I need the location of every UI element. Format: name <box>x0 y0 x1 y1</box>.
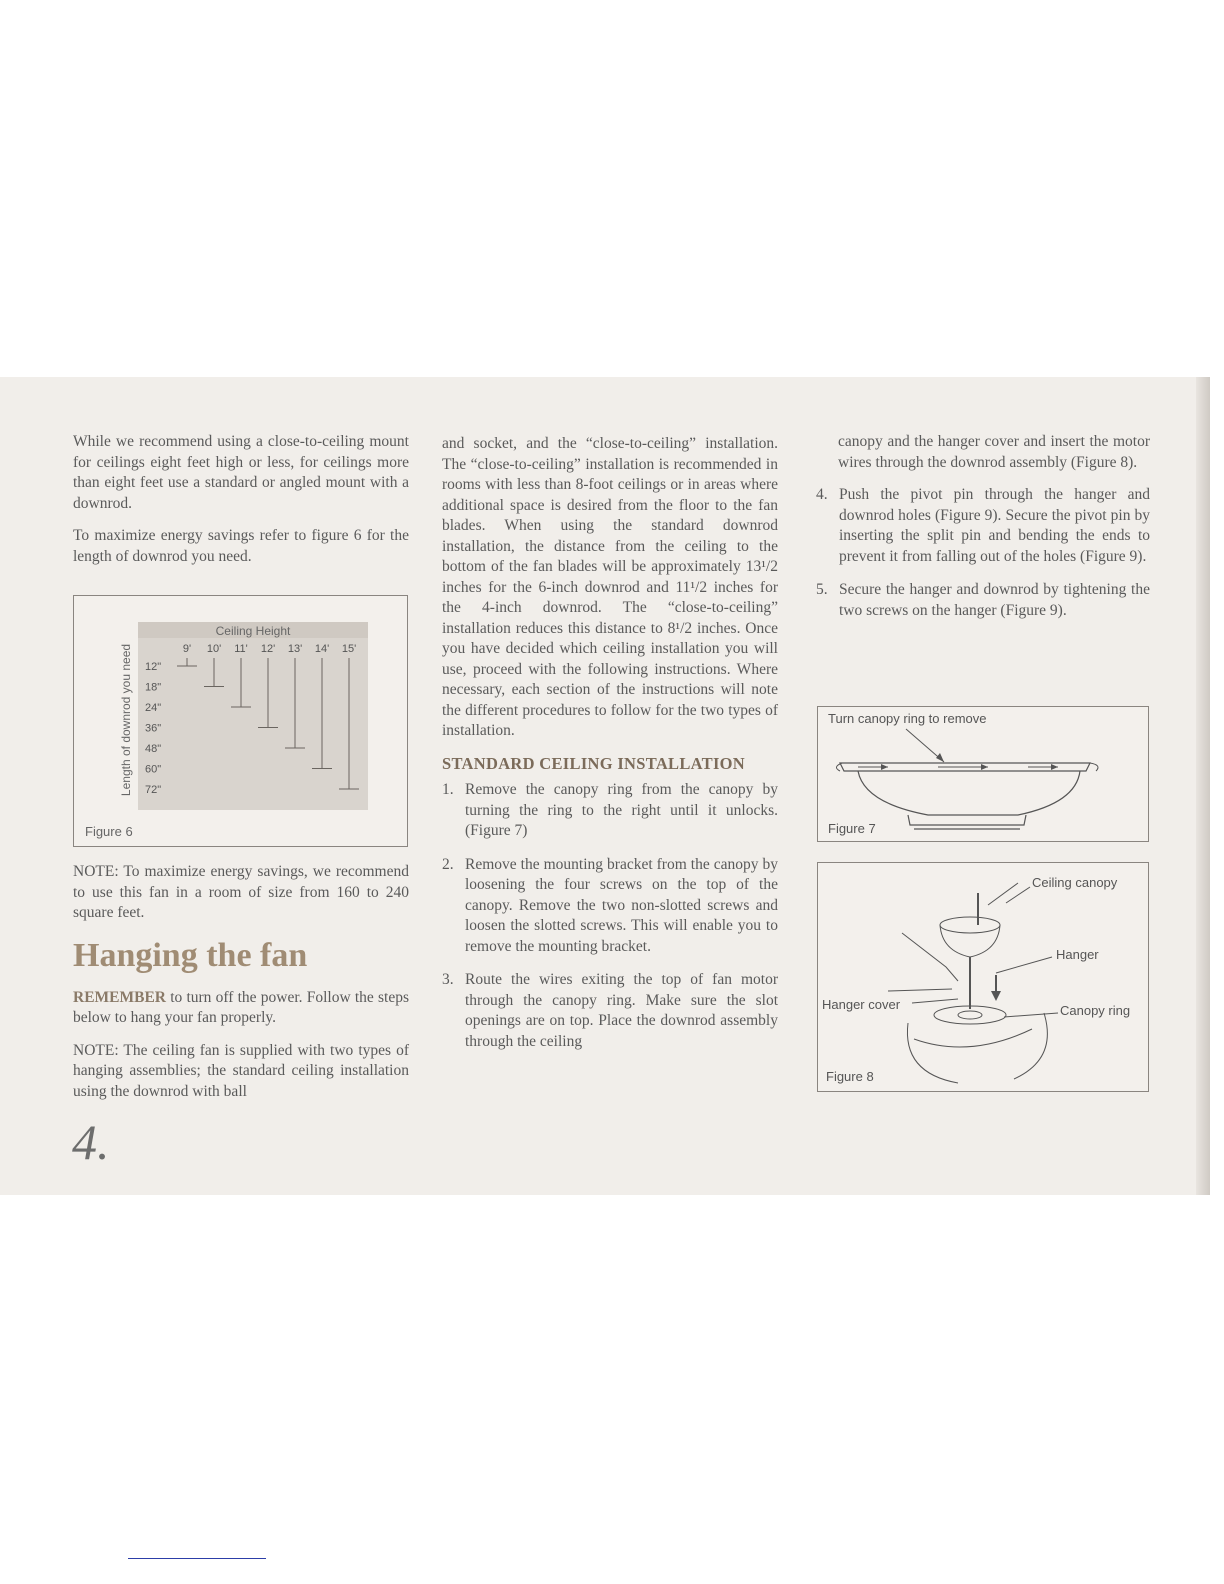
step-number: 4. <box>816 486 828 503</box>
chart-header: Ceiling Height <box>215 624 291 638</box>
step-number: 2. <box>442 855 454 873</box>
downrod-chart <box>74 596 409 848</box>
column-2 <box>442 434 778 1065</box>
downrod-length-tick: 36" <box>145 722 162 735</box>
instruction-step <box>442 855 778 958</box>
downrod-length-tick: 72" <box>145 784 162 796</box>
step-text: Secure the hanger and downrod by tightening the two screws on the hanger (Figure 9). <box>839 581 1150 619</box>
figure-6-label: Figure 6 <box>85 824 133 839</box>
figure-8-label: Figure 8 <box>826 1069 874 1084</box>
step-text: Remove the mounting bracket from the canopy by loosening the four screws on the top of the canopy. Remove the two non-slotted screws and loosen the slotted screws. This will enable you to remove the mounting bracket. <box>465 855 778 955</box>
figure-7-caption: Turn canopy ring to remove <box>828 711 987 726</box>
step-text: Push the pivot pin through the hanger and downrod holes (Figure 9). Secure the pivot pin by inserting the split pin and bending the ends to prevent it from falling out of the holes (Figure 9). <box>839 486 1150 565</box>
ceiling-height-tick: 14' <box>314 643 330 655</box>
callout-ceiling-canopy: Ceiling canopy <box>1032 875 1118 890</box>
instruction-step <box>442 970 778 1052</box>
page-edge <box>1196 377 1210 1195</box>
figure-7-label: Figure 7 <box>828 821 876 836</box>
instruction-step <box>816 485 1150 567</box>
downrod-length-tick: 48" <box>145 743 162 755</box>
step-text: Remove the canopy ring from the canopy by turning the ring to the right until it unlocks. (Figure 7) <box>465 781 778 839</box>
downrod-length-tick: 18" <box>145 681 162 694</box>
step-number: 1. <box>442 781 454 798</box>
note-hanging-types: NOTE: The ceiling fan is supplied with two types of hanging assemblies; the standard ceiling installation using the downrod with ball <box>73 1041 409 1100</box>
energy-paragraph: To maximize energy savings refer to figure 6 for the length of downrod you need. <box>73 527 409 565</box>
column-1-lower <box>73 862 409 1114</box>
remember-text: to turn off the power. Follow the steps below to hang your fan properly. <box>73 988 409 1026</box>
footer-rule <box>128 1558 266 1559</box>
intro-paragraph: While we recommend using a close-to-ceiling mount for ceilings eight feet high or less, for ceilings more than eight feet use a standard or angled mount with a downrod. <box>73 433 409 512</box>
downrod-length-tick: 60" <box>145 763 162 776</box>
y-axis-label: Length of downrod you need <box>119 643 133 797</box>
downrod-length-tick: 24" <box>145 702 162 714</box>
remember-label: REMEMBER <box>73 988 166 1006</box>
section-title: Hanging the fan <box>73 936 308 974</box>
ceiling-height-tick: 11' <box>234 643 248 655</box>
installation-paragraph: and socket, and the “close-to-ceiling” installation. The “close-to-ceiling” installation is recommended in rooms with less than 8-foot ceilings or in areas where additional space is desired from the floor to the fan blades. When using the standard downrod installation, the distance from the ceiling to the bottom of the fan blades will be approximately 13¹/2 inches for the 6-inch downrod and 11¹/2 inches for the 4-inch downrod. The “close-to-ceiling” installation reduces this distance to 8¹/2 inches. Once you have decided which ceiling installation you will use, proceed with the following instructions. Where necessary, each section of the instructions will note the different procedures to follow for the two types of installation. <box>442 435 778 739</box>
figure-6 <box>73 595 408 847</box>
remember-paragraph <box>73 988 409 1029</box>
downrod-length-tick: 12" <box>145 661 162 673</box>
steps-list-2 <box>816 485 1150 621</box>
ceiling-height-tick: 9' <box>182 643 192 655</box>
callout-hanger: Hanger <box>1056 947 1099 962</box>
callout-canopy-ring: Canopy ring <box>1060 1003 1131 1018</box>
page-number: 4. <box>72 1114 110 1170</box>
step-text: Route the wires exiting the top of fan motor through the canopy ring. Make sure the slot openings are on top. Place the downrod assembly through the ceiling <box>465 971 778 1050</box>
ceiling-height-tick: 10' <box>206 643 222 655</box>
column-1 <box>73 432 409 579</box>
figure-7 <box>817 706 1149 842</box>
note-energy-savings: NOTE: To maximize energy savings, we recommend to use this fan in a room of size from 160 to 240 square feet. <box>73 863 409 921</box>
figure-8 <box>817 862 1149 1092</box>
hanger-assembly-illustration <box>818 863 1150 1093</box>
step-number: 5. <box>816 581 828 598</box>
instruction-step <box>816 580 1150 621</box>
instruction-step <box>442 780 778 842</box>
callout-hanger-cover: Hanger cover <box>822 997 901 1012</box>
ceiling-height-tick: 13' <box>287 643 303 655</box>
column-3 <box>816 432 1150 634</box>
step-number: 3. <box>442 971 454 988</box>
steps-list-1 <box>442 780 778 1052</box>
ceiling-height-tick: 12' <box>260 643 276 655</box>
standard-installation-heading: STANDARD CEILING INSTALLATION <box>442 753 746 773</box>
continued-step-text: canopy and the hanger cover and insert the motor wires through the downrod assembly (Figure 8). <box>838 433 1150 471</box>
ceiling-height-tick: 15' <box>341 643 357 655</box>
